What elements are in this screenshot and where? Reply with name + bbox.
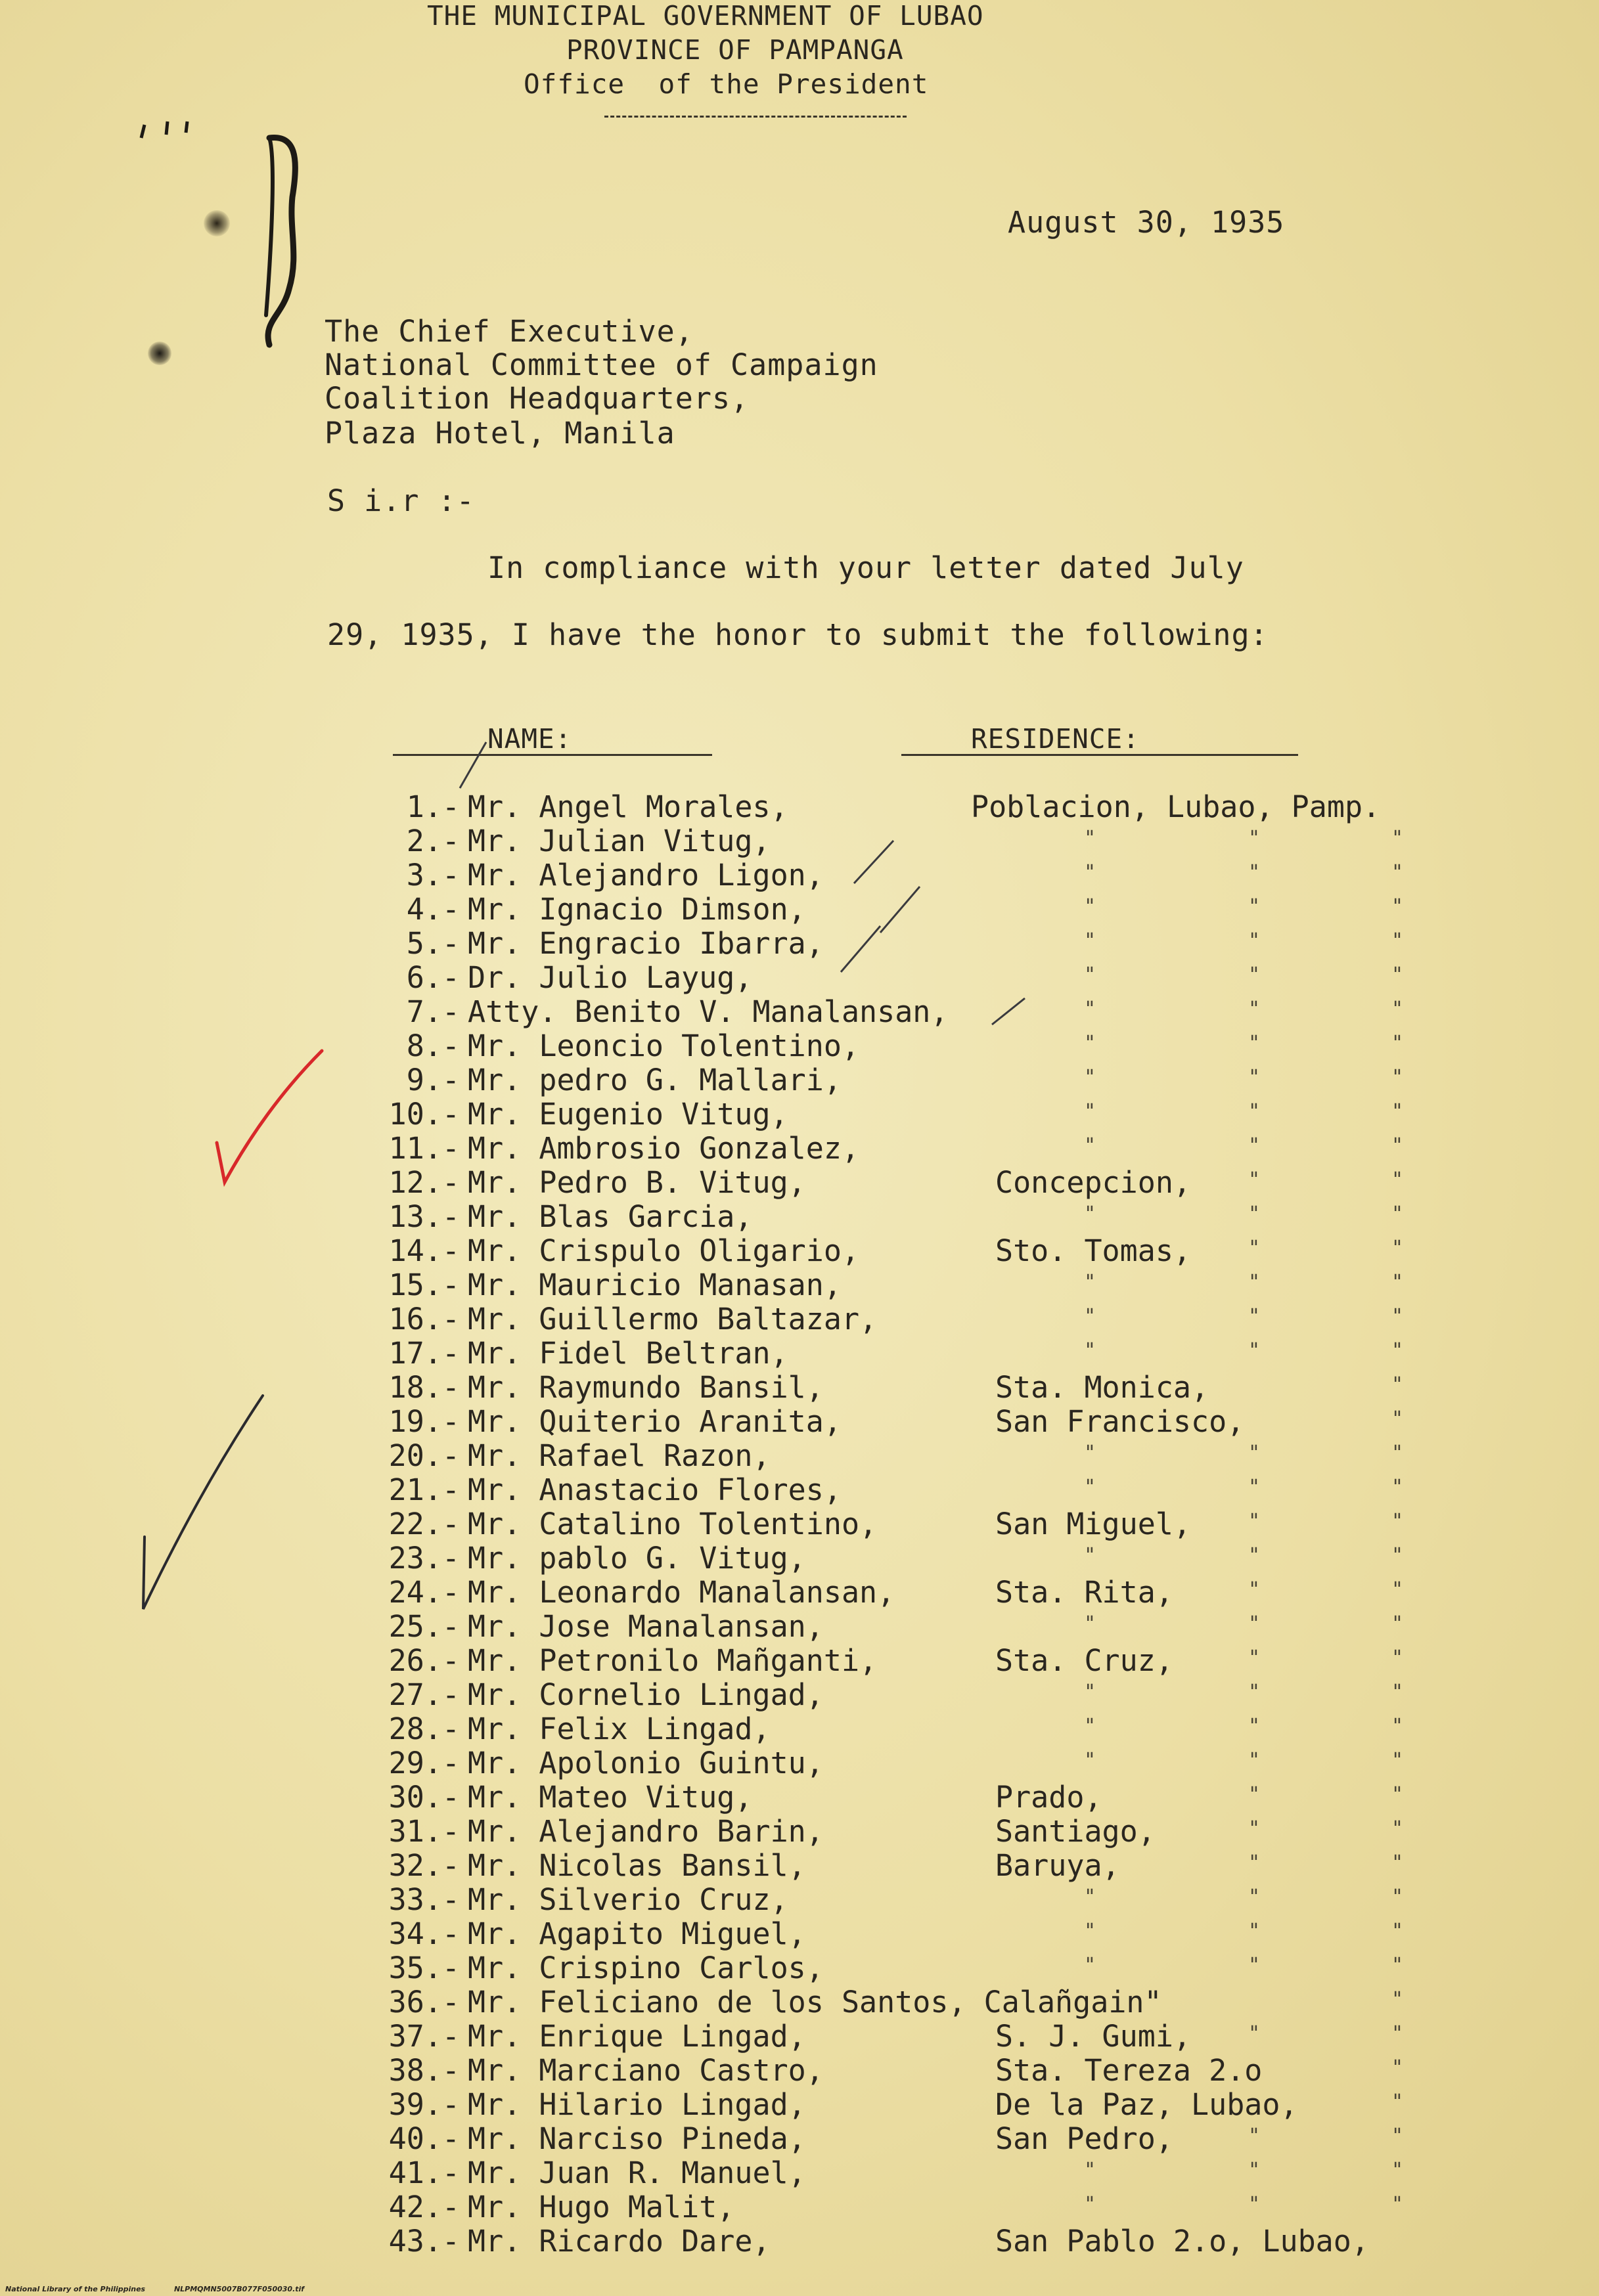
list-item-number: 9.- bbox=[406, 1063, 460, 1097]
ditto-mark: " bbox=[1391, 1237, 1404, 1260]
ditto-mark: " bbox=[1391, 1749, 1404, 1772]
list-item-number: 16.- bbox=[388, 1302, 460, 1336]
ditto-mark: " bbox=[1084, 1203, 1096, 1225]
ditto-mark: " bbox=[1084, 1715, 1096, 1738]
list-item-name: Mr. Silverio Cruz, bbox=[468, 1882, 788, 1917]
list-item-name: Mr. Hugo Malit, bbox=[468, 2190, 735, 2224]
header-office: Office of the President bbox=[524, 68, 929, 100]
ditto-mark: " bbox=[1248, 1134, 1261, 1157]
list-item-number: 30.- bbox=[388, 1780, 460, 1815]
list-item-number: 41.- bbox=[388, 2155, 460, 2190]
ditto-mark: " bbox=[1084, 1271, 1096, 1294]
ditto-mark: " bbox=[1248, 1851, 1261, 1874]
ditto-mark: " bbox=[1248, 1920, 1261, 1943]
ditto-mark: " bbox=[1084, 1100, 1096, 1123]
list-item-number: 24.- bbox=[388, 1575, 460, 1610]
ditto-mark: " bbox=[1391, 1305, 1404, 1328]
ditto-mark: " bbox=[1084, 963, 1096, 986]
ditto-mark: " bbox=[1248, 2022, 1261, 2045]
ditto-mark: " bbox=[1391, 1681, 1404, 1704]
ditto-mark: " bbox=[1248, 861, 1261, 884]
ditto-mark: " bbox=[1391, 1783, 1404, 1806]
ditto-mark: " bbox=[1248, 895, 1261, 918]
ditto-mark: " bbox=[1084, 861, 1096, 884]
list-item-number: 11.- bbox=[388, 1131, 460, 1166]
list-item-name: Atty. Benito V. Manalansan, bbox=[468, 994, 949, 1029]
ditto-mark: " bbox=[1084, 1066, 1096, 1089]
list-item-number: 42.- bbox=[388, 2190, 460, 2224]
list-item-name: Mr. Nicolas Bansil, bbox=[468, 1848, 806, 1883]
list-item-residence: Poblacion, Lubao, Pamp. bbox=[971, 789, 1381, 824]
ditto-mark: " bbox=[1084, 1134, 1096, 1157]
ditto-mark: " bbox=[1391, 2159, 1404, 2182]
letter-date: August 30, 1935 bbox=[1008, 205, 1285, 240]
list-item-name: Mr. Blas Garcia, bbox=[468, 1199, 753, 1234]
ditto-mark: " bbox=[1248, 1271, 1261, 1294]
list-item-number: 27.- bbox=[388, 1677, 460, 1712]
ditto-mark: " bbox=[1248, 1237, 1261, 1260]
pencil-tick-marks bbox=[447, 736, 1051, 1038]
ditto-mark: " bbox=[1391, 1134, 1404, 1157]
list-item-name: Mr. Pedro B. Vitug, bbox=[468, 1165, 806, 1200]
list-item-number: 36.- bbox=[388, 1985, 460, 2020]
ditto-mark: " bbox=[1084, 827, 1096, 850]
list-item-number: 18.- bbox=[388, 1370, 460, 1405]
list-item-number: 22.- bbox=[388, 1507, 460, 1541]
list-item-number: 39.- bbox=[388, 2087, 460, 2122]
salutation: S i.r :- bbox=[327, 483, 475, 518]
ditto-mark: " bbox=[1084, 1886, 1096, 1909]
ditto-mark: " bbox=[1084, 1612, 1096, 1635]
ditto-mark: " bbox=[1391, 1646, 1404, 1669]
list-item-name: Mr. Mateo Vitug, bbox=[468, 1780, 753, 1815]
list-item-residence: San Pablo 2.o, Lubao, bbox=[995, 2224, 1369, 2259]
list-item-residence: Prado, bbox=[995, 1780, 1102, 1815]
ditto-mark: " bbox=[1248, 2193, 1261, 2216]
list-item-name: Mr. Feliciano de los Santos, Calañgain" bbox=[468, 1985, 1162, 2020]
list-item-number: 38.- bbox=[388, 2053, 460, 2088]
list-item-name: Mr. Ricardo Dare, bbox=[468, 2224, 771, 2259]
list-item-name: Mr. Quiterio Aranita, bbox=[468, 1404, 842, 1439]
ditto-mark: " bbox=[1391, 1544, 1404, 1567]
ditto-mark: " bbox=[1248, 827, 1261, 850]
ditto-mark: " bbox=[1391, 2125, 1404, 2148]
list-item-number: 25.- bbox=[388, 1609, 460, 1644]
list-item-name: Mr. Eugenio Vitug, bbox=[468, 1097, 788, 1132]
list-item-number: 17.- bbox=[388, 1336, 460, 1371]
ditto-mark: " bbox=[1084, 929, 1096, 952]
list-item-residence: Sta. Monica, bbox=[995, 1370, 1209, 1405]
ditto-mark: " bbox=[1391, 1373, 1404, 1396]
ditto-mark: " bbox=[1248, 1032, 1261, 1055]
list-item-name: Mr. Narciso Pineda, bbox=[468, 2121, 806, 2156]
ditto-mark: " bbox=[1248, 1476, 1261, 1499]
ditto-mark: " bbox=[1248, 1681, 1261, 1704]
ditto-mark: " bbox=[1084, 1442, 1096, 1465]
list-item-number: 43.- bbox=[388, 2224, 460, 2259]
ditto-mark: " bbox=[1391, 1476, 1404, 1499]
list-item-residence: Santiago, bbox=[995, 1814, 1156, 1849]
ditto-mark: " bbox=[1391, 895, 1404, 918]
ditto-mark: " bbox=[1248, 1817, 1261, 1840]
list-item-name: Mr. Raymundo Bansil, bbox=[468, 1370, 824, 1405]
list-item-number: 19.- bbox=[388, 1404, 460, 1439]
list-item-residence: De la Paz, Lubao, bbox=[995, 2087, 1298, 2122]
list-item-name: Mr. Guillermo Baltazar, bbox=[468, 1302, 878, 1336]
header-municipal-government: THE MUNICIPAL GOVERNMENT OF LUBAO bbox=[427, 0, 984, 32]
list-item-number: 6.- bbox=[406, 960, 460, 995]
list-item-name: Mr. Apolonio Guintu, bbox=[468, 1746, 824, 1780]
list-item-residence: San Francisco, bbox=[995, 1404, 1245, 1439]
list-item-name: Mr. Crispulo Oligario, bbox=[468, 1233, 860, 1268]
list-item-name: Mr. Julian Vitug, bbox=[468, 824, 771, 858]
list-item-residence: Sta. Cruz, bbox=[995, 1643, 1173, 1678]
ditto-mark: " bbox=[1391, 1578, 1404, 1601]
ditto-mark: " bbox=[1391, 1203, 1404, 1225]
list-item-number: 40.- bbox=[388, 2121, 460, 2156]
list-item-name: Mr. Marciano Castro, bbox=[468, 2053, 824, 2088]
list-item-name: Mr. Agapito Miguel, bbox=[468, 1916, 806, 1951]
list-item-number: 2.- bbox=[406, 824, 460, 858]
list-item-name: Mr. Fidel Beltran, bbox=[468, 1336, 788, 1371]
list-item-number: 14.- bbox=[388, 1233, 460, 1268]
ditto-mark: " bbox=[1248, 1749, 1261, 1772]
ditto-mark: " bbox=[1084, 1954, 1096, 1977]
ditto-mark: " bbox=[1084, 1339, 1096, 1362]
ditto-mark: " bbox=[1391, 1100, 1404, 1123]
list-item-name: Mr. Catalino Tolentino, bbox=[468, 1507, 878, 1541]
list-item-number: 33.- bbox=[388, 1882, 460, 1917]
list-item-residence: San Pedro, bbox=[995, 2121, 1173, 2156]
ditto-mark: " bbox=[1391, 1168, 1404, 1191]
ditto-mark: " bbox=[1248, 963, 1261, 986]
list-item-number: 13.- bbox=[388, 1199, 460, 1234]
list-item-number: 21.- bbox=[388, 1472, 460, 1507]
handwritten-bracket-mark bbox=[128, 118, 338, 355]
ditto-mark: " bbox=[1248, 1066, 1261, 1089]
list-item-name: Dr. Julio Layug, bbox=[468, 960, 753, 995]
list-item-number: 15.- bbox=[388, 1268, 460, 1302]
list-item-name: Mr. Angel Morales, bbox=[468, 789, 788, 824]
list-item-name: Mr. Felix Lingad, bbox=[468, 1711, 771, 1746]
ditto-mark: " bbox=[1248, 1168, 1261, 1191]
list-item-number: 26.- bbox=[388, 1643, 460, 1678]
ink-spot bbox=[204, 210, 230, 236]
list-item-number: 1.- bbox=[406, 789, 460, 824]
ditto-mark: " bbox=[1248, 1339, 1261, 1362]
ditto-mark: " bbox=[1248, 929, 1261, 952]
ditto-mark: " bbox=[1248, 1510, 1261, 1533]
list-item-residence: Sta. Rita, bbox=[995, 1575, 1173, 1610]
ditto-mark: " bbox=[1084, 998, 1096, 1021]
list-item-name: Mr. Cornelio Lingad, bbox=[468, 1677, 824, 1712]
list-item-number: 23.- bbox=[388, 1541, 460, 1576]
body-line-2: 29, 1935, I have the honor to submit the following: bbox=[327, 617, 1269, 652]
header-province: PROVINCE OF PAMPANGA bbox=[566, 34, 904, 66]
ditto-mark: " bbox=[1084, 1476, 1096, 1499]
list-item-number: 34.- bbox=[388, 1916, 460, 1951]
ditto-mark: " bbox=[1084, 1681, 1096, 1704]
ditto-mark: " bbox=[1391, 1954, 1404, 1977]
ditto-mark: " bbox=[1084, 1305, 1096, 1328]
list-item-name: Mr. Crispino Carlos, bbox=[468, 1951, 824, 1985]
list-item-number: 20.- bbox=[388, 1438, 460, 1473]
list-item-name: Mr. Petronilo Mañganti, bbox=[468, 1643, 878, 1678]
red-check-mark bbox=[210, 1044, 328, 1195]
list-item-residence: Baruya, bbox=[995, 1848, 1120, 1883]
list-item-name: Mr. pedro G. Mallari, bbox=[468, 1063, 842, 1097]
list-item-name: Mr. Ignacio Dimson, bbox=[468, 892, 806, 927]
list-item-name: Mr. Juan R. Manuel, bbox=[468, 2155, 806, 2190]
ditto-mark: " bbox=[1248, 1954, 1261, 1977]
list-item-name: Mr. Mauricio Manasan, bbox=[468, 1268, 842, 1302]
ditto-mark: " bbox=[1391, 929, 1404, 952]
list-item-number: 31.- bbox=[388, 1814, 460, 1849]
ditto-mark: " bbox=[1391, 1817, 1404, 1840]
addressee-line-1: The Chief Executive, bbox=[325, 314, 694, 349]
ditto-mark: " bbox=[1391, 998, 1404, 1021]
ditto-mark: " bbox=[1084, 2159, 1096, 2182]
list-item-name: Mr. Alejandro Ligon, bbox=[468, 858, 824, 893]
list-item-number: 28.- bbox=[388, 1711, 460, 1746]
ditto-mark: " bbox=[1248, 1646, 1261, 1669]
ditto-mark: " bbox=[1391, 1988, 1404, 2011]
ditto-mark: " bbox=[1084, 1032, 1096, 1055]
list-item-residence: Concepcion, bbox=[995, 1165, 1192, 1200]
ditto-mark: " bbox=[1391, 2090, 1404, 2113]
ditto-mark: " bbox=[1084, 1544, 1096, 1567]
list-item-number: 4.- bbox=[406, 892, 460, 927]
column-header-residence: RESIDENCE: bbox=[971, 723, 1140, 755]
ditto-mark: " bbox=[1248, 1544, 1261, 1567]
ditto-mark: " bbox=[1391, 2056, 1404, 2079]
list-item-number: 35.- bbox=[388, 1951, 460, 1985]
list-item-number: 7.- bbox=[406, 994, 460, 1029]
ditto-mark: " bbox=[1391, 1442, 1404, 1465]
ditto-mark: " bbox=[1391, 1612, 1404, 1635]
ditto-mark: " bbox=[1248, 1612, 1261, 1635]
list-item-number: 32.- bbox=[388, 1848, 460, 1883]
addressee-line-4: Plaza Hotel, Manila bbox=[325, 416, 675, 451]
list-item-number: 8.- bbox=[406, 1028, 460, 1063]
list-item-name: Mr. Enrique Lingad, bbox=[468, 2019, 806, 2054]
ditto-mark: " bbox=[1248, 1305, 1261, 1328]
ditto-mark: " bbox=[1248, 1203, 1261, 1225]
ink-spot bbox=[148, 342, 171, 365]
list-item-name: Mr. Anastacio Flores, bbox=[468, 1472, 842, 1507]
list-item-name: Mr. pablo G. Vitug, bbox=[468, 1541, 806, 1576]
ditto-mark: " bbox=[1391, 1920, 1404, 1943]
ditto-mark: " bbox=[1248, 1578, 1261, 1601]
ditto-mark: " bbox=[1391, 2022, 1404, 2045]
addressee-line-2: National Committee of Campaign bbox=[325, 347, 878, 382]
ditto-mark: " bbox=[1391, 1407, 1404, 1430]
ditto-mark: " bbox=[1391, 1032, 1404, 1055]
list-item-number: 3.- bbox=[406, 858, 460, 893]
list-item-name: Mr. Alejandro Barin, bbox=[468, 1814, 824, 1849]
ditto-mark: " bbox=[1248, 1442, 1261, 1465]
ditto-mark: " bbox=[1391, 1510, 1404, 1533]
ditto-mark: " bbox=[1391, 1715, 1404, 1738]
ditto-mark: " bbox=[1391, 963, 1404, 986]
list-item-name: Mr. Engracio Ibarra, bbox=[468, 926, 824, 961]
library-name: National Library of the Philippines bbox=[5, 2285, 146, 2293]
ditto-mark: " bbox=[1248, 2159, 1261, 2182]
list-item-number: 12.- bbox=[388, 1165, 460, 1200]
ditto-mark: " bbox=[1391, 1271, 1404, 1294]
list-item-name: Mr. Hilario Lingad, bbox=[468, 2087, 806, 2122]
list-item-residence: Sto. Tomas, bbox=[995, 1233, 1192, 1268]
list-item-number: 5.- bbox=[406, 926, 460, 961]
archive-footer bbox=[5, 2285, 330, 2293]
list-item-residence: Sta. Tereza 2.o bbox=[995, 2053, 1263, 2088]
ditto-mark: " bbox=[1391, 1851, 1404, 1874]
body-line-1: In compliance with your letter dated July bbox=[487, 550, 1244, 585]
ditto-mark: " bbox=[1391, 827, 1404, 850]
ditto-mark: " bbox=[1248, 1886, 1261, 1909]
ditto-mark: " bbox=[1084, 1920, 1096, 1943]
list-item-residence: San Miguel, bbox=[995, 1507, 1192, 1541]
ditto-mark: " bbox=[1248, 998, 1261, 1021]
pencil-check-mark bbox=[131, 1386, 276, 1622]
ditto-mark: " bbox=[1248, 1100, 1261, 1123]
list-item-name: Mr. Ambrosio Gonzalez, bbox=[468, 1131, 860, 1166]
list-item-name: Mr. Leoncio Tolentino, bbox=[468, 1028, 860, 1063]
list-item-residence: S. J. Gumi, bbox=[995, 2019, 1192, 2054]
ditto-mark: " bbox=[1084, 1749, 1096, 1772]
list-item-number: 37.- bbox=[388, 2019, 460, 2054]
ditto-mark: " bbox=[1391, 1066, 1404, 1089]
ditto-mark: " bbox=[1084, 2193, 1096, 2216]
list-item-name: Mr. Jose Manalansan, bbox=[468, 1609, 824, 1644]
ditto-mark: " bbox=[1391, 1339, 1404, 1362]
ditto-mark: " bbox=[1248, 1783, 1261, 1806]
list-item-number: 10.- bbox=[388, 1097, 460, 1132]
addressee-line-3: Coalition Headquarters, bbox=[325, 381, 750, 416]
ditto-mark: " bbox=[1391, 2193, 1404, 2216]
ditto-mark: " bbox=[1391, 1886, 1404, 1909]
ditto-mark: " bbox=[1248, 1715, 1261, 1738]
ditto-mark: " bbox=[1084, 895, 1096, 918]
list-item-name: Mr. Leonardo Manalansan, bbox=[468, 1575, 895, 1610]
file-identifier: NLPMQMN5007B077F050030.tif bbox=[173, 2285, 305, 2293]
ditto-mark: " bbox=[1391, 861, 1404, 884]
list-item-number: 29.- bbox=[388, 1746, 460, 1780]
header-rule bbox=[604, 116, 907, 118]
ditto-mark: " bbox=[1248, 2125, 1261, 2148]
list-item-name: Mr. Rafael Razon, bbox=[468, 1438, 771, 1473]
column-header-name: NAME: bbox=[487, 723, 572, 755]
